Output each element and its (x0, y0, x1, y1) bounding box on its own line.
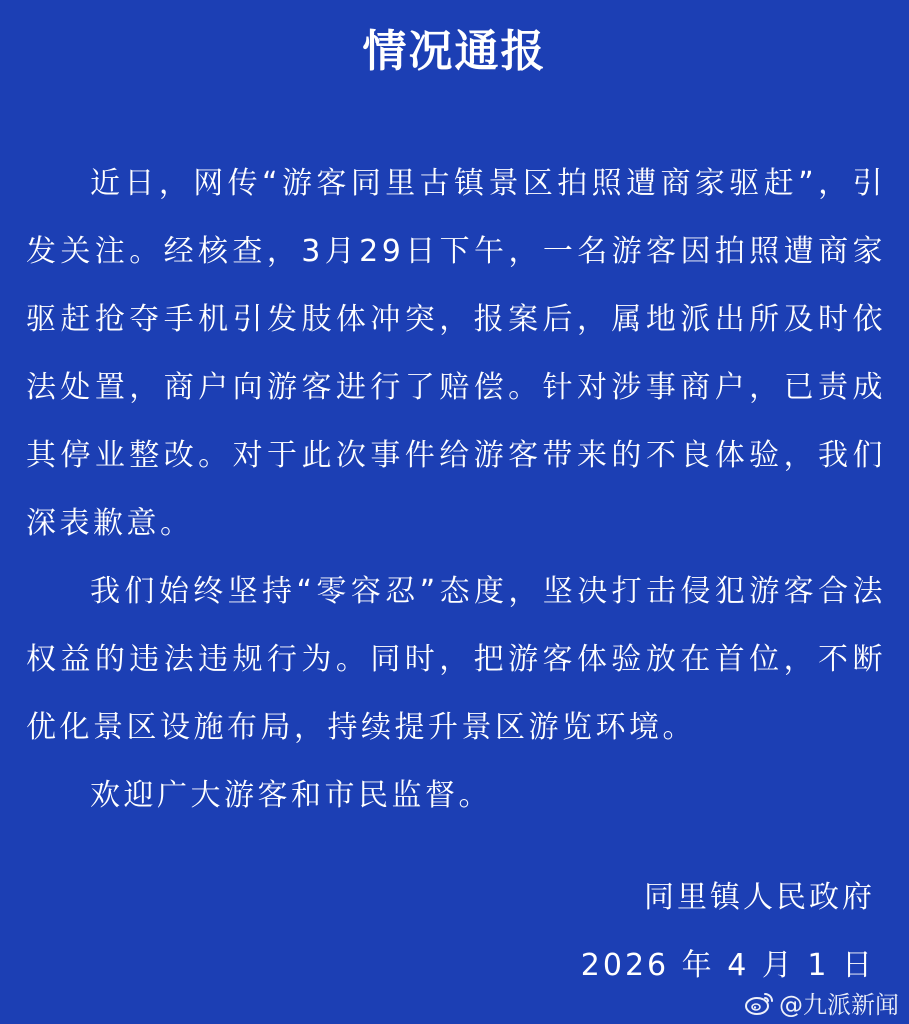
notice-paragraph: 欢迎广大游客和市民监督。 (90, 778, 492, 813)
watermark-text: @九派新闻 (779, 991, 899, 1019)
issue-date: 2026 年 4 月 1 日 (580, 948, 875, 983)
notice-title: 情况通报 (362, 26, 547, 77)
weibo-icon (745, 990, 775, 1016)
issuer-name: 同里镇人民政府 (644, 880, 875, 915)
source-watermark (745, 985, 899, 1020)
notice-paragraph: 近日，网传“游客同里古镇景区拍照遭商家驱赶”，引发关注。经核查，3月29日下午，一名游客因拍照遭商家驱赶抢夺手机引发肢体冲突，报案后，属地派出所及时依法处置，商户向游客进行了赔偿。针对涉事商户，已责成其停业整改。对于此次事件给游客带来的不良体验，我们深表歉意。 (26, 166, 886, 541)
notice-paragraph: 我们始终坚持“零容忍”态度，坚决打击侵犯游客合法权益的违法违规行为。同时，把游客体验放在首位，不断优化景区设施布局，持续提升景区游览环境。 (26, 574, 886, 745)
notice-body (26, 150, 886, 830)
signature-block (581, 864, 875, 1000)
